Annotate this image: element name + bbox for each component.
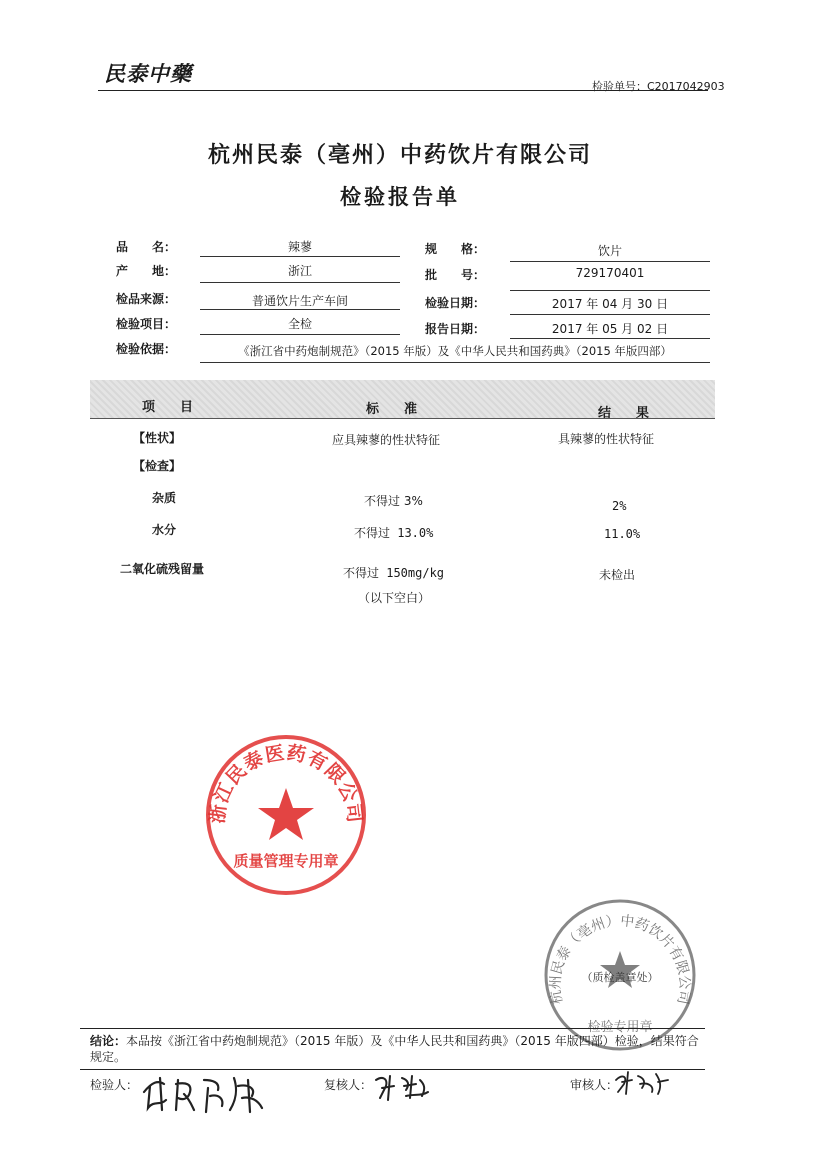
conclusion-top-rule — [80, 1028, 705, 1029]
inspection-seal-mid-text: （质检盖章处） — [581, 971, 659, 984]
row-appearance-standard: 应具辣蓼的性状特征 — [332, 433, 441, 447]
column-header-result: 结 果 — [598, 406, 656, 421]
inspector-signature — [138, 1070, 278, 1116]
origin-label: 产 地： — [116, 264, 177, 278]
origin-value: 浙江 — [287, 264, 312, 278]
origin-underline — [200, 282, 400, 283]
approver-label: 审核人： — [570, 1078, 619, 1092]
source-label: 检品来源： — [116, 292, 177, 306]
inspection-seal-purpose-text: 检验专用章 — [587, 1020, 653, 1035]
row-so2-result: 未检出 — [599, 568, 636, 582]
row-impurity-result: 2% — [612, 499, 627, 513]
conclusion-text: 本品按《浙江省中药炮制规范》（2015 年版）及《中华人民共和国药典》（2015 年版四部）检验，结果符合规定。 — [90, 1034, 699, 1064]
row-moisture-item: 水分 — [152, 523, 177, 537]
approver-signature — [612, 1066, 672, 1098]
items-label: 检验项目： — [116, 317, 177, 331]
batch-label: 批 号： — [425, 268, 486, 282]
source-value: 普通饮片生产车间 — [251, 294, 348, 308]
conclusion-label: 结论： — [90, 1034, 127, 1048]
table-header-rule — [90, 418, 715, 419]
company-name: 杭州民泰（亳州）中药饮片有限公司 — [207, 142, 592, 168]
row-so2-standard: 不得过 150mg/kg — [343, 566, 445, 580]
row-impurity-standard: 不得过 3% — [364, 494, 423, 508]
document-title: 检验报告单 — [340, 184, 460, 209]
row-so2-item: 二氧化硫残留量 — [120, 562, 205, 576]
row-impurity-item: 杂质 — [152, 491, 177, 505]
column-header-standard: 标 准 — [366, 402, 424, 417]
inspection-seal-org-text: 杭州民泰（亳州）中药饮片有限公司 — [547, 913, 693, 1006]
product-value: 辣蓼 — [287, 240, 312, 254]
basis-value: 《浙江省中药炮制规范》（2015 年版）及《中华人民共和国药典》（2015 年版四部） — [238, 344, 672, 358]
inspect-date-underline — [510, 314, 710, 315]
row-appearance-result: 具辣蓼的性状特征 — [558, 432, 655, 446]
reviewer-signature — [372, 1070, 434, 1104]
source-underline — [200, 309, 400, 310]
product-underline — [200, 256, 400, 257]
items-value: 全检 — [287, 317, 312, 331]
batch-underline — [510, 290, 710, 291]
inspection-seal — [540, 895, 700, 1055]
row-moisture-standard: 不得过 13.0% — [354, 526, 434, 540]
inspect-date-value: 2017 年 04 月 30 日 — [551, 297, 669, 311]
batch-value: 729170401 — [575, 266, 645, 280]
header-rule — [98, 90, 708, 91]
inspect-date-label: 检验日期： — [425, 296, 486, 310]
basis-underline — [200, 362, 710, 363]
report-date-value: 2017 年 05 月 02 日 — [551, 322, 669, 336]
report-date-underline — [510, 338, 710, 339]
basis-label: 检验依据： — [116, 342, 177, 356]
row-appearance-item: 【性状】 — [133, 431, 182, 445]
conclusion — [90, 1033, 702, 1065]
spec-value: 饮片 — [597, 244, 622, 258]
report-number-label: 检验单号： — [592, 80, 647, 93]
report-number-value: C2017042903 — [647, 80, 725, 93]
company-logo: 民泰中藥 — [104, 61, 192, 86]
quality-seal-purpose-text: 质量管理专用章 — [233, 852, 339, 870]
spec-underline — [510, 261, 710, 262]
inspector-label: 检验人： — [90, 1078, 139, 1092]
report-date-label: 报告日期： — [425, 322, 486, 336]
report-number — [592, 78, 725, 94]
blank-note: （以下空白） — [358, 591, 431, 605]
reviewer-label: 复核人： — [324, 1078, 373, 1092]
seal-star-icon — [258, 788, 314, 840]
row-check-item: 【检查】 — [133, 459, 182, 473]
row-moisture-result: 11.0% — [604, 527, 641, 541]
column-header-item: 项 目 — [142, 400, 200, 415]
quality-seal — [203, 732, 369, 898]
product-label: 品 名： — [116, 240, 177, 254]
spec-label: 规 格： — [425, 242, 486, 256]
quality-seal-org-text: 浙江民泰医药有限公司 — [206, 741, 366, 825]
items-underline — [200, 334, 400, 335]
